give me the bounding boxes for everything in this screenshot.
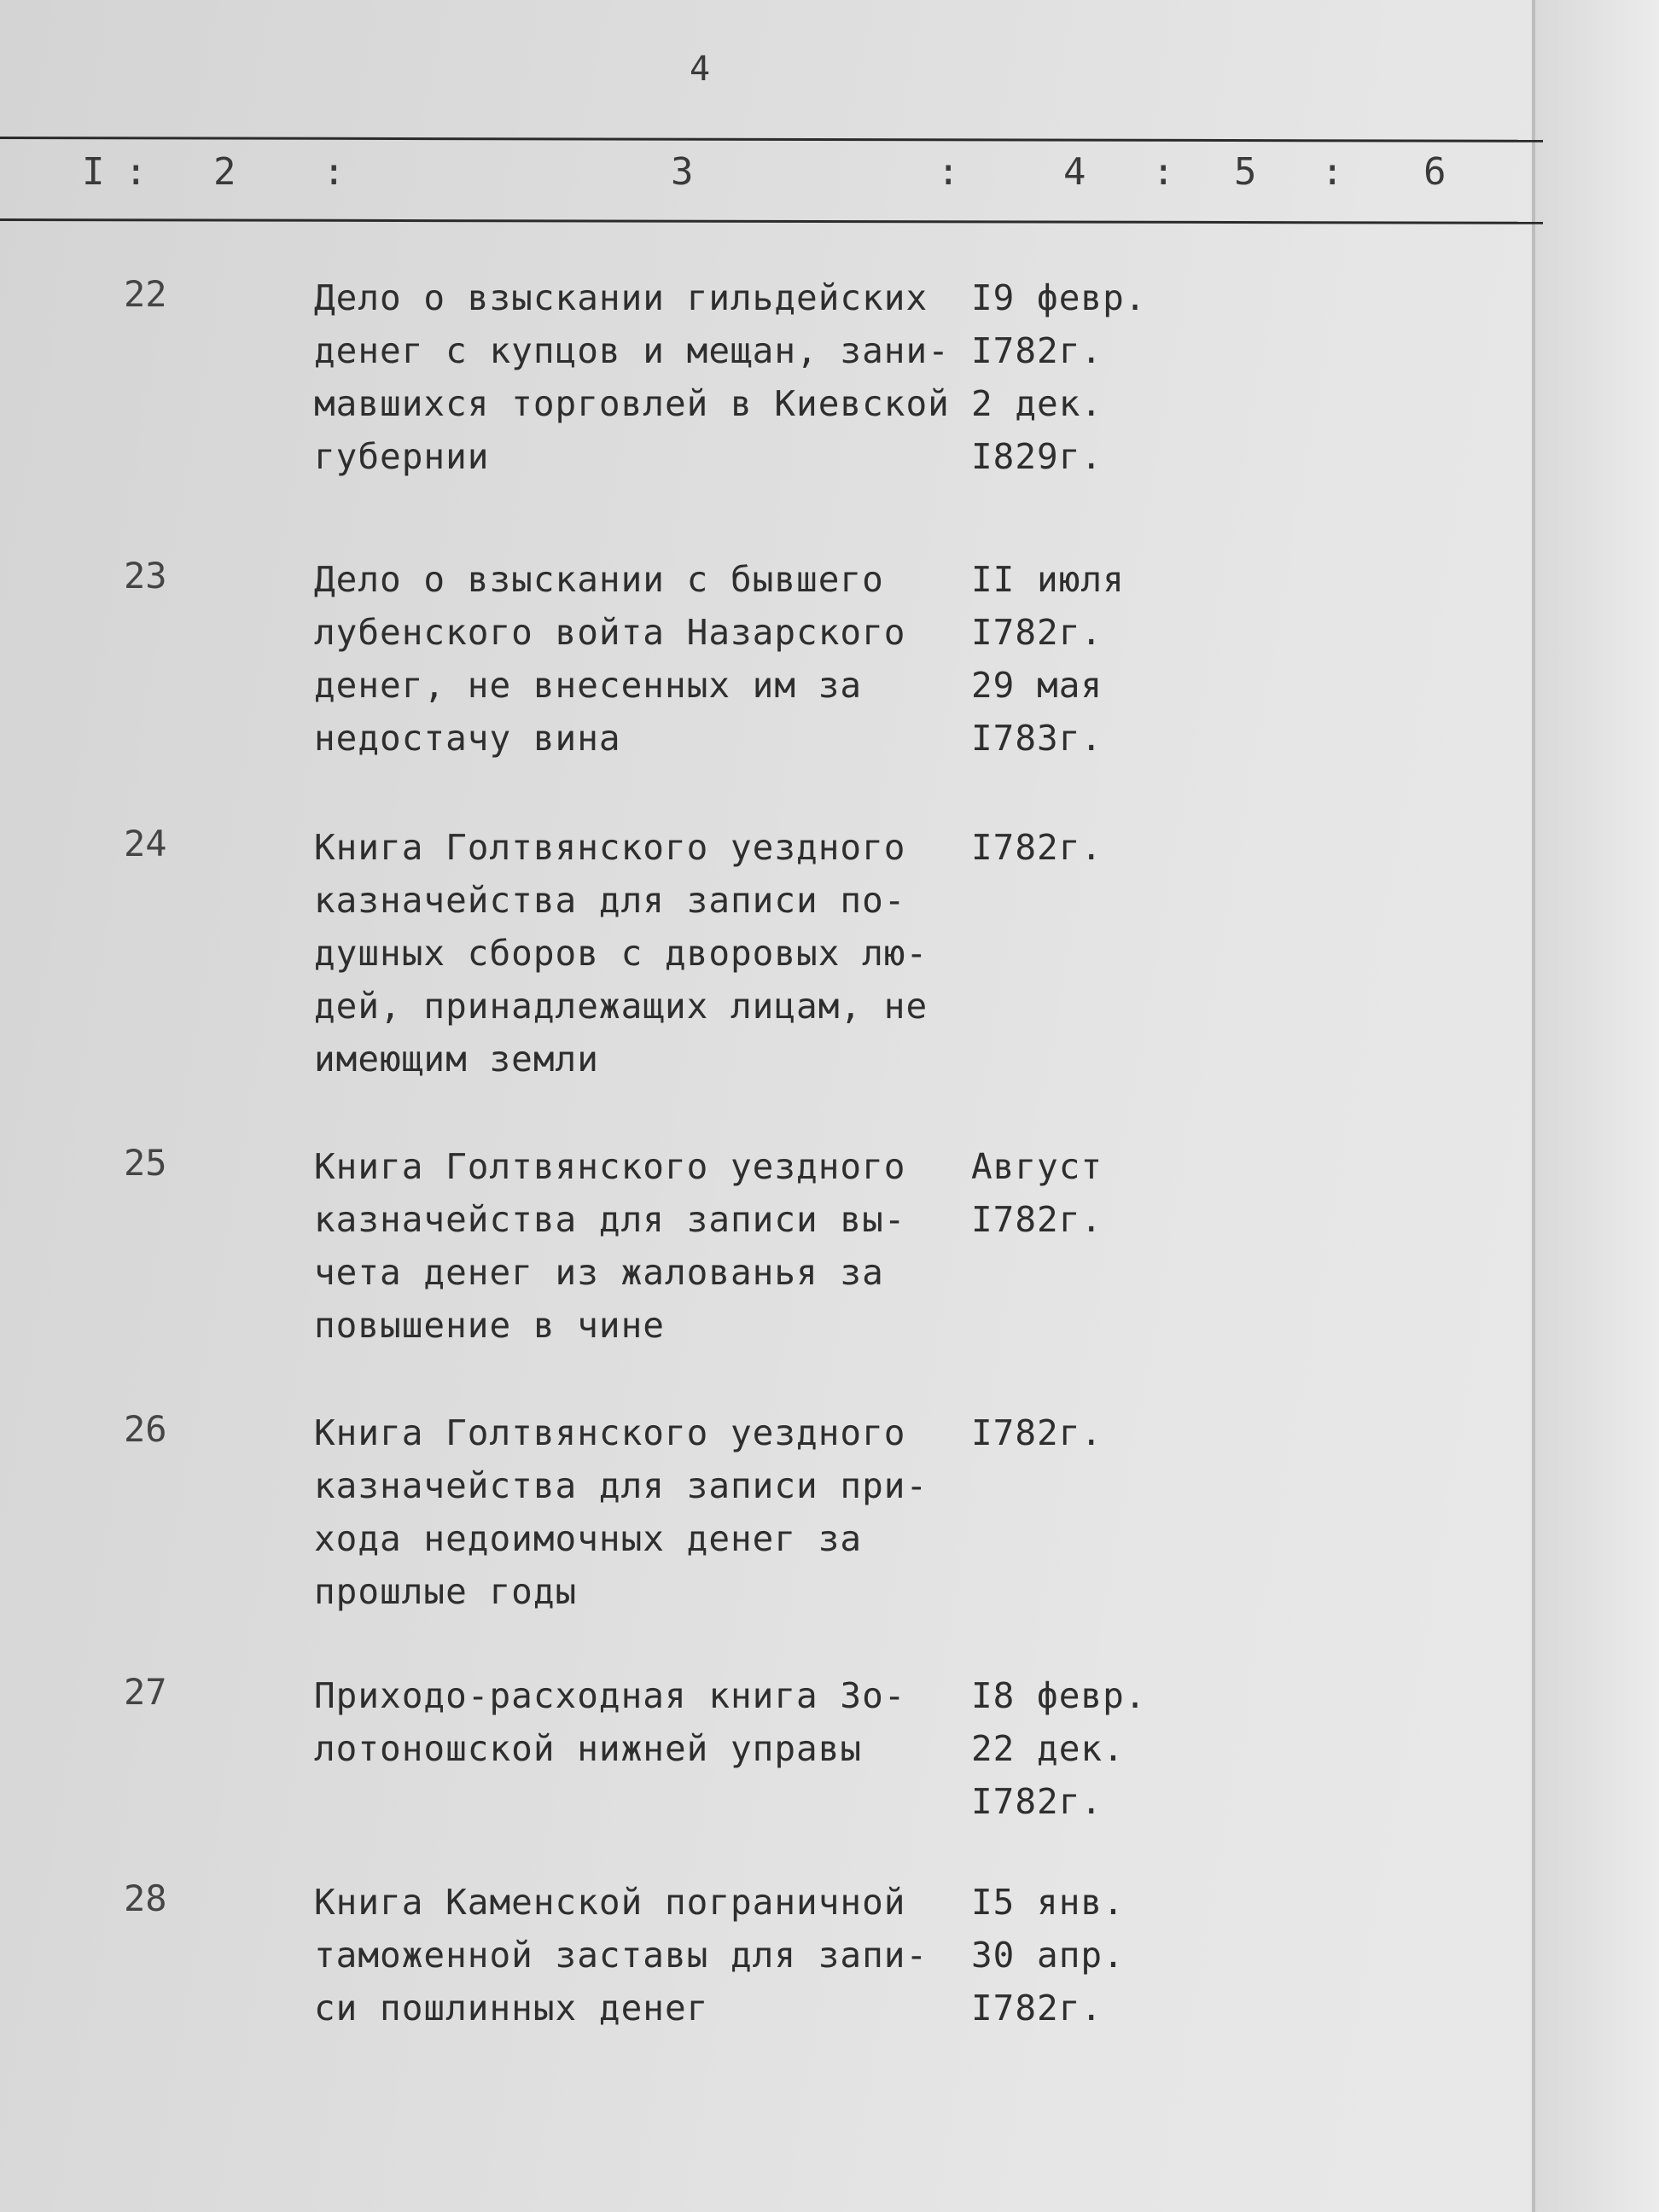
entry-title-line: Книга Голтвянского уездного: [314, 1412, 906, 1453]
entry-title-line: таможенной заставы для запи-: [314, 1935, 928, 1976]
entry-title-line: прошлые годы: [314, 1571, 578, 1612]
column-header-1: I: [82, 150, 105, 194]
entry-title-line: губернии: [314, 436, 490, 477]
entry-title: [314, 1140, 905, 1352]
entry-title-line: Книга Голтвянского уездного: [314, 827, 906, 868]
entry-dates: [971, 271, 1146, 483]
entry-date-line: I8 февр.: [971, 1675, 1147, 1716]
entry-title: [314, 553, 905, 765]
entry-date-line: I782г.: [971, 1412, 1103, 1453]
entry-dates: [971, 1669, 1146, 1828]
entry-date-line: 2 дек.: [971, 383, 1103, 424]
entry-title-line: повышение в чине: [314, 1305, 665, 1346]
column-separator: :: [125, 150, 148, 194]
entry-title-line: имеющим земли: [314, 1039, 599, 1080]
entry-date-line: I782г.: [971, 1781, 1103, 1822]
entry-title-line: Книга Голтвянского уездного: [314, 1146, 906, 1187]
column-header-4: 4: [1063, 150, 1086, 194]
entry-date-line: I782г.: [971, 1988, 1103, 2029]
entry-title-line: чета денег из жалованья за: [314, 1252, 884, 1293]
entry-date-line: I829г.: [971, 436, 1103, 477]
entry-title-line: Книга Каменской пограничной: [314, 1882, 906, 1923]
entry-title: [314, 1406, 928, 1618]
entry-title: [314, 1876, 928, 2034]
entry-date-line: I782г.: [971, 1199, 1103, 1240]
entry-title: [314, 821, 928, 1086]
column-separator: :: [1152, 150, 1175, 194]
column-header-5: 5: [1234, 150, 1257, 194]
entry-title-line: Дело о взыскании гильдейских: [314, 277, 928, 318]
entry-date-line: I9 февр.: [971, 277, 1147, 318]
entry-date-line: I783г.: [971, 718, 1103, 759]
entry-title-line: лотоношской нижней управы: [314, 1728, 863, 1769]
entry-date-line: I782г.: [971, 827, 1103, 868]
entry-number: 25: [124, 1142, 167, 1184]
column-header-2: 2: [213, 150, 236, 194]
entry-date-line: Август: [971, 1146, 1103, 1187]
entry-number: 24: [124, 823, 167, 864]
entry-title-line: денег с купцов и мещан, зани-: [314, 330, 950, 371]
entry-dates: [971, 1876, 1125, 2034]
entry-title-line: Приходо-расходная книга Зо-: [314, 1675, 906, 1716]
entry-number: 23: [124, 555, 167, 597]
entry-number: 27: [124, 1671, 167, 1713]
entry-date-line: 29 мая: [971, 665, 1103, 706]
entry-number: 28: [124, 1877, 167, 1919]
entry-title-line: казначейства для записи вы-: [314, 1199, 906, 1240]
page-number: 4: [690, 49, 711, 89]
entry-title-line: Дело о взыскании с бывшего: [314, 559, 884, 600]
entry-title-line: си пошлинных денег: [314, 1988, 709, 2029]
column-separator: :: [1321, 150, 1344, 194]
entry-title: [314, 271, 950, 483]
entry-title: [314, 1669, 905, 1775]
entry-date-line: I782г.: [971, 612, 1103, 653]
column-header-6: 6: [1423, 150, 1447, 194]
entry-title-line: казначейства для записи при-: [314, 1465, 928, 1506]
header-rule-top: [0, 137, 1543, 143]
entry-date-line: 22 дек.: [971, 1728, 1125, 1769]
entry-title-line: лубенского войта Назарского: [314, 612, 906, 653]
entry-date-line: I5 янв.: [971, 1882, 1125, 1923]
entry-date-line: 30 апр.: [971, 1935, 1125, 1976]
underlying-sheet: [1535, 0, 1659, 2212]
entry-title-line: душных сборов с дворовых лю-: [314, 933, 928, 974]
entry-title-line: недостачу вина: [314, 718, 621, 759]
entry-dates: [971, 821, 1103, 874]
entry-dates: [971, 1406, 1103, 1459]
entry-title-line: казначейства для записи по-: [314, 880, 906, 921]
entry-title-line: денег, не внесенных им за: [314, 665, 863, 706]
entry-title-line: хода недоимочных денег за: [314, 1518, 863, 1559]
entry-date-line: II июля: [971, 559, 1125, 600]
entry-dates: [971, 1140, 1103, 1246]
entry-number: 22: [124, 273, 167, 315]
entry-dates: [971, 553, 1125, 765]
entry-number: 26: [124, 1408, 167, 1450]
column-separator: :: [937, 150, 960, 194]
entry-date-line: I782г.: [971, 330, 1103, 371]
header-rule-bottom: [0, 218, 1543, 224]
column-separator: :: [323, 150, 346, 194]
column-header-3: 3: [671, 150, 694, 194]
entry-title-line: дей, принадлежащих лицам, не: [314, 986, 928, 1027]
entry-title-line: мавшихся торговлей в Киевской: [314, 383, 950, 424]
